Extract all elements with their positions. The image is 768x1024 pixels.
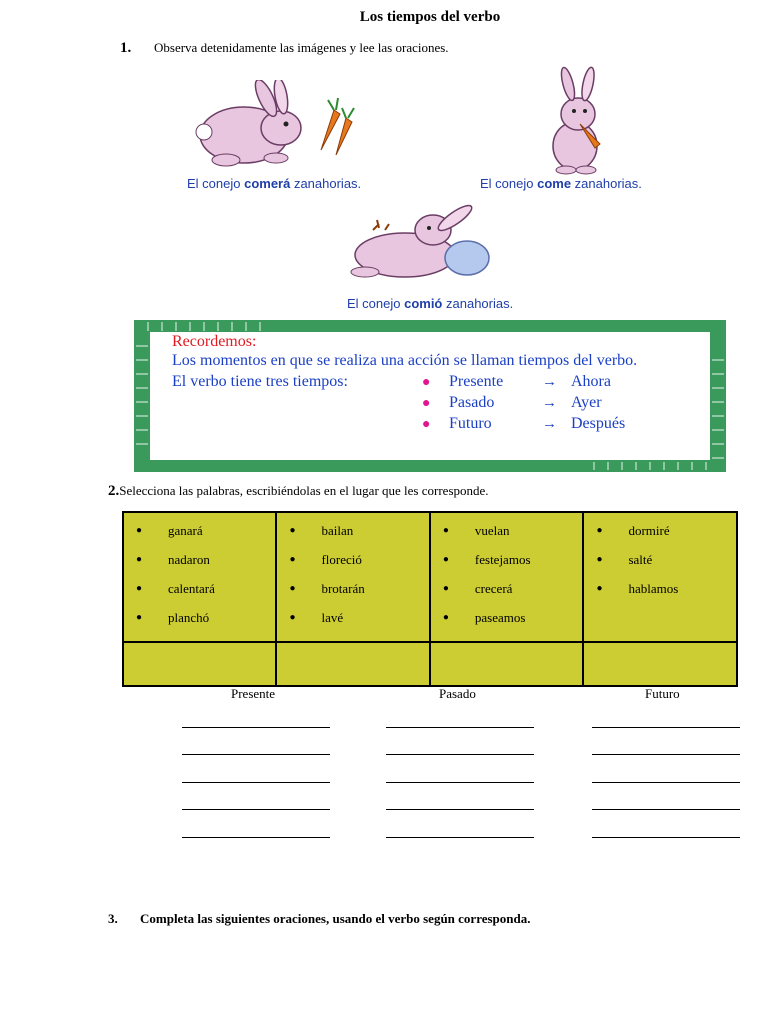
page-title: Los tiempos del verbo [359, 9, 501, 25]
question-1-text: Observa detenidamente las imágenes y lee las oraciones. [154, 40, 449, 55]
word-column [583, 512, 737, 642]
recordemos-line-2: El verbo tiene tres tiempos: [172, 373, 348, 390]
answer-line-pasado[interactable] [386, 754, 534, 755]
bullet-icon: ● [422, 375, 431, 390]
answer-line-pasado[interactable] [386, 837, 534, 838]
word-item: ● calentará [124, 574, 275, 603]
header-presente: Presente [231, 686, 276, 701]
bullet-icon: ● [422, 396, 431, 411]
word-table [122, 511, 738, 687]
bullet-icon: ● [422, 417, 431, 432]
rabbit-eating-illustration [540, 66, 620, 178]
answer-line-futuro[interactable] [592, 754, 740, 755]
empty-cell [583, 642, 737, 686]
question-2-text: Selecciona las palabras, escribiéndolas en el lugar que les corresponde. [119, 483, 489, 498]
rabbit-full-illustration [345, 200, 515, 292]
word-item: ● paseamos [431, 603, 583, 632]
rabbit-carrots-illustration [186, 80, 366, 175]
word-item: ● bailan [277, 516, 428, 545]
arrow-icon: → [542, 395, 557, 411]
answer-line-pasado[interactable] [386, 727, 534, 728]
answer-line-pasado[interactable] [386, 809, 534, 810]
question-2-number: 2. [108, 483, 120, 499]
question-2 [108, 483, 489, 500]
answer-line-futuro[interactable] [592, 809, 740, 810]
answer-line-presente[interactable] [182, 809, 330, 810]
word-item: ● salté [584, 545, 736, 574]
tense-pasado-when: Ayer [571, 394, 602, 411]
answer-line-presente[interactable] [182, 754, 330, 755]
word-column [276, 512, 429, 642]
caption-past: El conejo comió zanahorias. [347, 296, 514, 311]
question-1-number: 1. [120, 40, 132, 56]
header-pasado: Pasado [439, 686, 476, 701]
word-column [430, 512, 584, 642]
caption-future: El conejo comerá zanahorias. [187, 176, 362, 191]
empty-cell [430, 642, 584, 686]
word-item: ● dormiré [584, 516, 736, 545]
answer-line-pasado[interactable] [386, 782, 534, 783]
question-3-number: 3. [108, 911, 118, 926]
caption-present: El conejo come zanahorias. [480, 176, 642, 191]
answer-line-presente[interactable] [182, 727, 330, 728]
tense-pasado: Pasado [449, 394, 495, 411]
recordemos-line-1: Los momentos en que se realiza una acción se llaman tiempos del verbo. [172, 352, 638, 369]
recordemos-heading: Recordemos: [172, 333, 257, 350]
word-column [123, 512, 276, 642]
answer-line-futuro[interactable] [592, 782, 740, 783]
answer-line-presente[interactable] [182, 782, 330, 783]
word-item: ● brotarán [277, 574, 428, 603]
word-item: ● nadaron [124, 545, 275, 574]
tense-futuro-when: Después [571, 415, 626, 432]
word-item: ● crecerá [431, 574, 583, 603]
arrow-icon: → [542, 416, 557, 432]
word-item: ● vuelan [431, 516, 583, 545]
word-item: ● festejamos [431, 545, 583, 574]
tense-presente: Presente [449, 373, 504, 390]
word-item: ● floreció [277, 545, 428, 574]
word-item: ● planchó [124, 603, 275, 632]
answer-line-futuro[interactable] [592, 837, 740, 838]
word-item: ● hablamos [584, 574, 736, 603]
tense-presente-when: Ahora [571, 373, 611, 390]
tense-futuro: Futuro [449, 415, 492, 432]
header-futuro: Futuro [645, 686, 680, 701]
answer-line-futuro[interactable] [592, 727, 740, 728]
answer-line-presente[interactable] [182, 837, 330, 838]
question-3-text: Completa las siguientes oraciones, usando el verbo según corresponda. [140, 911, 531, 926]
empty-cell [276, 642, 429, 686]
word-item: ● lavé [277, 603, 428, 632]
empty-cell [123, 642, 276, 686]
word-item: ● ganará [124, 516, 275, 545]
arrow-icon: → [542, 374, 557, 390]
